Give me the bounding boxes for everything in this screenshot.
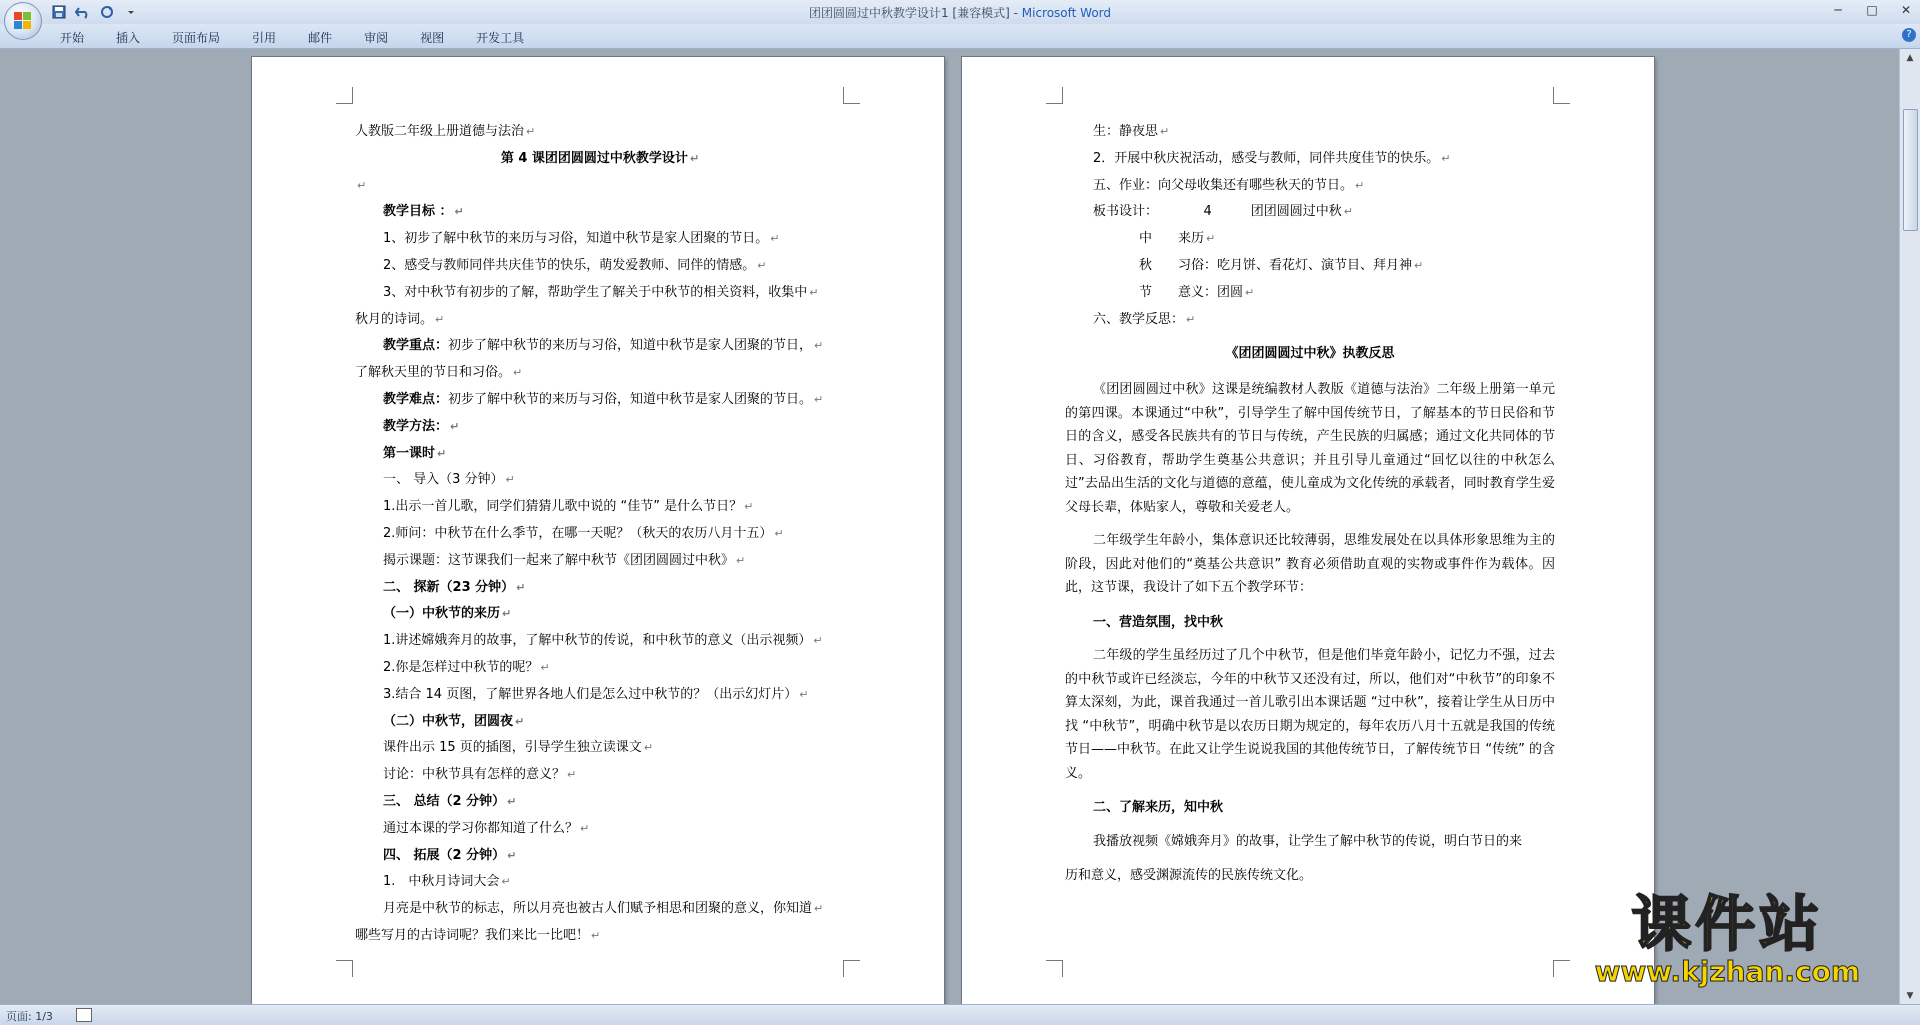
paragraph-mark-icon: ↵: [813, 634, 823, 648]
scroll-thumb[interactable]: [1903, 109, 1918, 231]
line-text: 哪些写月的古诗词呢？我们来比一比吧！: [355, 927, 590, 943]
crop-mark: [1046, 960, 1063, 977]
help-icon[interactable]: ?: [1902, 28, 1916, 42]
text-line: [355, 494, 845, 521]
line-text: 1.讲述嫦娥奔月的故事，了解中秋节的传说，和中秋节的意义（出示视频）: [383, 633, 812, 649]
watermark-logo: [1594, 890, 1860, 988]
line-text: 教学方法：: [383, 418, 449, 434]
vertical-scrollbar[interactable]: [1899, 49, 1920, 1005]
crop-mark: [843, 87, 860, 104]
text-line: [1065, 146, 1555, 173]
watermark-url: www.kjzhan.com: [1594, 955, 1860, 988]
title-separator: -: [1009, 6, 1022, 20]
page-1: [252, 57, 944, 1005]
paragraph-mark-icon: ↵: [435, 312, 445, 326]
line-text: 板书设计： 4 团团圆圆过中秋: [1093, 204, 1342, 220]
paragraph-mark-icon: ↵: [515, 714, 525, 728]
paragraph-mark-icon: ↵: [507, 848, 517, 862]
minimize-button[interactable]: ─: [1834, 3, 1842, 17]
paragraph-mark-icon: ↵: [799, 687, 809, 701]
crop-mark: [1553, 960, 1570, 977]
title-bar: [0, 0, 1920, 24]
paragraph: 历和意义，感受渊源流传的民族传统文化。: [1065, 867, 1313, 883]
line-text: 四、 拓展（2 分钟）: [383, 847, 506, 863]
line-text: 节 意义：团圆: [1139, 284, 1244, 300]
crop-mark: [843, 960, 860, 977]
line-text: 秋 习俗：吃月饼、看花灯、演节目、拜月神: [1139, 257, 1413, 273]
section-heading: 一、营造氛围，找中秋: [1093, 614, 1224, 630]
text-line: [355, 467, 845, 494]
page-1-body[interactable]: [355, 119, 845, 950]
paragraph-mark-icon: ↵: [1245, 285, 1255, 299]
text-line: [1065, 253, 1555, 280]
text-line: [355, 146, 845, 173]
line-text: 教学难点：初步了解中秋节的来历与习俗，知道中秋节是家人团聚的节日。: [383, 391, 813, 407]
line-text: 一、 导入（3 分钟）: [383, 472, 504, 488]
status-bar: [0, 1004, 1920, 1025]
text-line: [355, 896, 845, 923]
text-line: [355, 601, 845, 628]
line-text: 二、 探新（23 分钟）: [383, 579, 515, 595]
text-line: [355, 280, 845, 307]
line-text: 第一课时: [383, 445, 436, 461]
text-line: [355, 655, 845, 682]
paragraph-mark-icon: ↵: [1206, 232, 1216, 246]
paragraph-mark-icon: ↵: [501, 875, 511, 889]
text-line: [355, 548, 845, 575]
paragraph: 二年级的学生虽经历过了几个中秋节，但是他们毕竟年龄小，记忆力不强，过去的中秋节或许已经淡忘，今年的中秋节又还没有过，所以，他们对“中秋节”的印象不算太深刻，为此，课首我通过一首儿歌引出本课话题 “过中秋”，接着让学生从日历中找 “中秋节”，明确中秋节是以农历日期为规定的，每年农历八月十五就是我国的传统节日——中秋节。在此又让学生说说我国的其他传统节日，了解传统节日 “传统” 的含义。: [1065, 648, 1555, 781]
paragraph-mark-icon: ↵: [357, 178, 367, 192]
paragraph-mark-icon: ↵: [736, 553, 746, 567]
scroll-down-icon[interactable]: ▼: [1906, 991, 1914, 1001]
tab-7[interactable]: 开发工具: [476, 31, 525, 45]
text-line: [355, 119, 845, 146]
text-line: [355, 173, 845, 200]
tab-3[interactable]: 引用: [252, 31, 277, 45]
paragraph-mark-icon: ↵: [502, 607, 512, 621]
paragraph-mark-icon: ↵: [744, 500, 754, 514]
page-2-body[interactable]: [1065, 119, 1555, 887]
paragraph-mark-icon: ↵: [689, 151, 700, 165]
paragraph-mark-icon: ↵: [450, 419, 460, 433]
line-text: 五、作业：向父母收集还有哪些秋天的节日。: [1093, 177, 1354, 193]
text-line: [355, 869, 845, 896]
paragraph-mark-icon: ↵: [507, 794, 517, 808]
text-line: [355, 762, 845, 789]
paragraph-mark-icon: ↵: [814, 392, 824, 406]
text-line: [355, 816, 845, 843]
line-text: 第 4 课团团圆圆过中秋教学设计: [500, 150, 688, 166]
text-line: [355, 735, 845, 762]
office-logo-icon: [14, 12, 32, 30]
line-text: 了解秋天里的节日和习俗。: [355, 365, 512, 381]
paragraph: 二年级学生年龄小，集体意识还比较薄弱，思维发展处在以具体形象思维为主的阶段，因此对他们的“奠基公共意识” 教育必须借助直观的实物或事件作为载体。因此，这节课，我设计了如下五个教学环节：: [1065, 533, 1555, 596]
tab-0[interactable]: 开始: [60, 31, 85, 45]
paragraph: 我播放视频《嫦娥奔月》的故事，让学生了解中秋节的传说，明白节日的来: [1093, 834, 1523, 850]
paragraph-mark-icon: ↵: [814, 902, 824, 916]
text-line: [355, 789, 845, 816]
crop-mark: [1553, 87, 1570, 104]
line-text: 2、感受与教师同伴共庆佳节的快乐，萌发爱教师、同伴的情感。: [383, 257, 756, 273]
crop-mark: [336, 87, 353, 104]
line-text: 秋月的诗词。: [355, 311, 434, 327]
paragraph-mark-icon: ↵: [567, 768, 577, 782]
paragraph-mark-icon: ↵: [1343, 205, 1353, 219]
paragraph-mark-icon: ↵: [1414, 258, 1424, 272]
text-line: [355, 387, 845, 414]
text-line: [355, 575, 845, 602]
text-line: [355, 226, 845, 253]
paragraph-mark-icon: ↵: [591, 928, 601, 942]
document-area: [0, 49, 1900, 1005]
line-text: 2.你是怎样过中秋节的呢？: [383, 659, 539, 675]
line-text: 讨论：中秋节具有怎样的意义？: [383, 767, 566, 783]
line-text: （二）中秋节，团圆夜: [383, 713, 514, 729]
paragraph-mark-icon: ↵: [516, 580, 526, 594]
section-heading: 二、了解来历，知中秋: [1093, 800, 1224, 816]
paragraph-mark-icon: ↵: [505, 473, 515, 487]
paragraph-mark-icon: ↵: [437, 446, 447, 460]
close-button[interactable]: ✕: [1900, 3, 1912, 17]
page-count[interactable]: 页面: 1/3: [6, 1010, 53, 1023]
paragraph-mark-icon: ↵: [1186, 312, 1196, 326]
paragraph-mark-icon: ↵: [770, 232, 780, 246]
line-text: 人教版二年级上册道德与法治: [355, 124, 525, 139]
paragraph-mark-icon: ↵: [513, 366, 523, 380]
text-line: [1065, 173, 1555, 200]
watermark-title: 课件站: [1631, 890, 1824, 960]
line-text: 通过本课的学习你都知道了什么？: [383, 820, 579, 836]
text-line: [355, 441, 845, 468]
text-line: [355, 253, 845, 280]
paragraph-mark-icon: ↵: [643, 741, 654, 755]
text-line: [1065, 307, 1555, 334]
text-line: [1065, 226, 1555, 253]
line-text: 教学重点：初步了解中秋节的来历与习俗，知道中秋节是家人团聚的节日，: [383, 338, 813, 354]
line-text: 1.出示一首儿歌，同学们猜猜儿歌中说的 “佳节” 是什么节日？: [383, 499, 743, 515]
text-line: [1065, 280, 1555, 307]
paragraph-mark-icon: ↵: [580, 821, 590, 835]
line-text: 3.结合 14 页图，了解世界各地人们是怎么过中秋节的？（出示幻灯片）: [383, 686, 798, 702]
paragraph-mark-icon: ↵: [1441, 151, 1451, 165]
line-text: 中 来历: [1139, 231, 1205, 247]
paragraph-mark-icon: ↵: [1355, 178, 1365, 192]
app-name: Microsoft Word: [1021, 6, 1112, 20]
text-line: [355, 307, 845, 334]
tab-1[interactable]: 插入: [116, 31, 141, 45]
text-line: [1065, 199, 1555, 226]
line-text: 生：静夜思: [1093, 124, 1159, 139]
crop-mark: [336, 960, 353, 977]
line-text: 1. 中秋月诗词大会: [383, 874, 500, 890]
line-text: 三、 总结（2 分钟）: [383, 793, 506, 809]
text-line: [355, 360, 845, 387]
text-line: [355, 333, 845, 360]
paragraph-mark-icon: ↵: [526, 125, 536, 138]
line-text: 2.师问：中秋节在什么季节，在哪一天呢？（秋天的农历八月十五）: [383, 525, 773, 541]
maximize-button[interactable]: □: [1866, 3, 1878, 17]
line-text: （一）中秋节的来历: [383, 606, 501, 622]
crop-mark: [1046, 87, 1063, 104]
paragraph-mark-icon: ↵: [454, 205, 464, 219]
line-text: 2．开展中秋庆祝活动，感受与教师，同伴共度佳节的快乐。: [1093, 150, 1440, 166]
line-text: 3、对中秋节有初步的了解，帮助学生了解关于中秋节的相关资料，收集中: [383, 284, 808, 300]
line-text: 1、初步了解中秋节的来历与习俗，知道中秋节是家人团聚的节日。: [383, 231, 769, 247]
paragraph-mark-icon: ↵: [1160, 125, 1170, 138]
reflection-title: 《团团圆圆过中秋》执教反思: [1225, 346, 1395, 362]
ribbon-tabs: [60, 29, 524, 46]
document-title: 团团圆圆过中秋教学设计1 [兼容模式]: [808, 6, 1010, 20]
text-line: [355, 682, 845, 709]
paragraph: 《团团圆圆过中秋》这课是统编教材人教版《道德与法治》二年级上册第一单元的第四课。本课通过“中秋”，引导学生了解中国传统节日，了解基本的节日民俗和节日的含义，感受各民族共有的节日与传统，产生民族的归属感；通过文化共同体的节日、习俗教育，帮助学生奠基公共意识；并且引导儿童通过“回忆以往的中秋怎么过”去品出生活的文化与道德的意蕴，使儿童成为文化传统的承载者，同时教育学生爱父母长辈，体贴家人，尊敬和关爱老人。: [1065, 382, 1555, 515]
proofing-icon[interactable]: [76, 1008, 92, 1022]
window-controls: [1828, 2, 1916, 18]
line-text: 课件出示 15 页的插图，引导学生独立读课文: [383, 740, 642, 756]
text-line: [1065, 119, 1555, 146]
ribbon-tabs-bar: [0, 24, 1920, 49]
text-line: [355, 628, 845, 655]
tab-6[interactable]: 视图: [420, 31, 445, 45]
window-title: [0, 4, 1920, 21]
tab-2[interactable]: 页面布局: [172, 31, 221, 45]
tab-4[interactable]: 邮件: [308, 31, 333, 45]
tab-5[interactable]: 审阅: [364, 31, 389, 45]
line-text: 教学目标 ：: [383, 204, 453, 220]
page-2: [962, 57, 1654, 1005]
line-text: 六、教学反思：: [1093, 311, 1185, 327]
text-line: [355, 923, 845, 950]
text-line: [355, 843, 845, 870]
text-line: [355, 521, 845, 548]
text-line: [355, 414, 845, 441]
paragraph-mark-icon: ↵: [774, 526, 784, 540]
text-line: [355, 709, 845, 736]
paragraph-mark-icon: ↵: [540, 660, 550, 674]
paragraph-mark-icon: ↵: [757, 258, 767, 272]
paragraph-mark-icon: ↵: [814, 339, 824, 353]
office-button[interactable]: [4, 2, 42, 40]
line-text: 揭示课题：这节课我们一起来了解中秋节《团团圆圆过中秋》: [383, 552, 735, 568]
line-text: 月亮是中秋节的标志，所以月亮也被古人们赋予相思和团聚的意义，你知道: [383, 901, 813, 917]
text-line: [355, 199, 845, 226]
paragraph-mark-icon: ↵: [809, 285, 819, 299]
scroll-up-icon[interactable]: ▲: [1906, 53, 1914, 63]
